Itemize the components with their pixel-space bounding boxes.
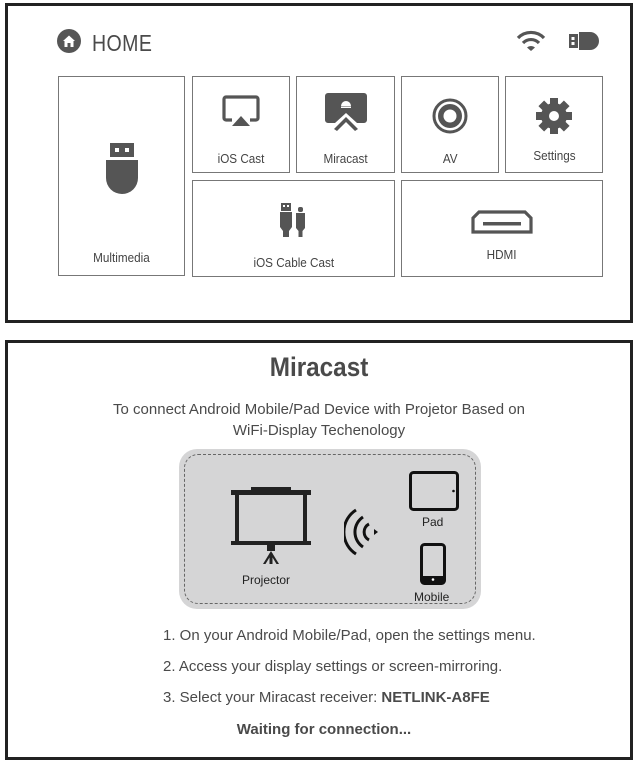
wifi-icon (516, 30, 546, 56)
step-3 (163, 688, 536, 719)
mobile-label: Mobile (414, 590, 450, 604)
subtitle (8, 399, 630, 441)
phone-icon (420, 543, 446, 589)
hdmi-port-icon (471, 210, 533, 238)
tile-label: AV (442, 151, 458, 166)
subtitle-line-1: To connect Android Mobile/Pad Device with Projetor Based on (113, 401, 525, 418)
tile-miracast[interactable] (296, 76, 395, 173)
tile-ios-cast[interactable] (192, 76, 290, 173)
tile-multimedia[interactable] (58, 76, 185, 276)
pad-label: Pad (422, 515, 444, 529)
tile-label: Miracast (323, 151, 368, 166)
wireless-signal-icon (344, 507, 380, 561)
home-screen (5, 3, 633, 323)
connection-diagram (179, 449, 481, 609)
home-header (56, 28, 163, 58)
airplay-icon (222, 95, 260, 133)
step-3-text: 3. Select your Miracast receiver: (163, 689, 382, 706)
cable-icon (280, 203, 308, 243)
page-title: HOME (92, 29, 153, 56)
tile-ios-cable-cast[interactable] (192, 180, 395, 277)
page-title: Miracast (269, 352, 369, 382)
av-jack-icon (431, 97, 469, 139)
tile-label: Settings (532, 148, 576, 163)
tile-hdmi[interactable] (401, 180, 603, 277)
usb-icon (568, 31, 600, 55)
tile-av[interactable] (401, 76, 499, 173)
tablet-icon (409, 471, 459, 515)
home-icon[interactable] (56, 28, 82, 58)
subtitle-line-2: WiFi-Display Techenology (232, 422, 406, 439)
tile-label: iOS Cast (217, 151, 265, 166)
projector-screen-icon (231, 487, 311, 569)
tile-settings[interactable] (505, 76, 603, 173)
status-bar (516, 30, 600, 56)
receiver-name: NETLINK-A8FE (381, 689, 490, 706)
tile-label: Multimedia (93, 250, 150, 265)
instruction-steps (163, 626, 536, 719)
tile-label: HDMI (487, 247, 517, 262)
miracast-screen (5, 340, 633, 760)
usb-drive-icon (105, 143, 139, 199)
step-1: 1. On your Android Mobile/Pad, open the settings menu. (163, 627, 536, 644)
android-cast-icon (325, 93, 367, 135)
gear-icon (535, 97, 573, 139)
connection-status: Waiting for connection... (236, 721, 412, 738)
projector-label: Projector (242, 573, 291, 587)
tile-label: iOS Cable Cast (253, 255, 334, 270)
step-2: 2. Access your display settings or screen-mirroring. (163, 658, 503, 675)
